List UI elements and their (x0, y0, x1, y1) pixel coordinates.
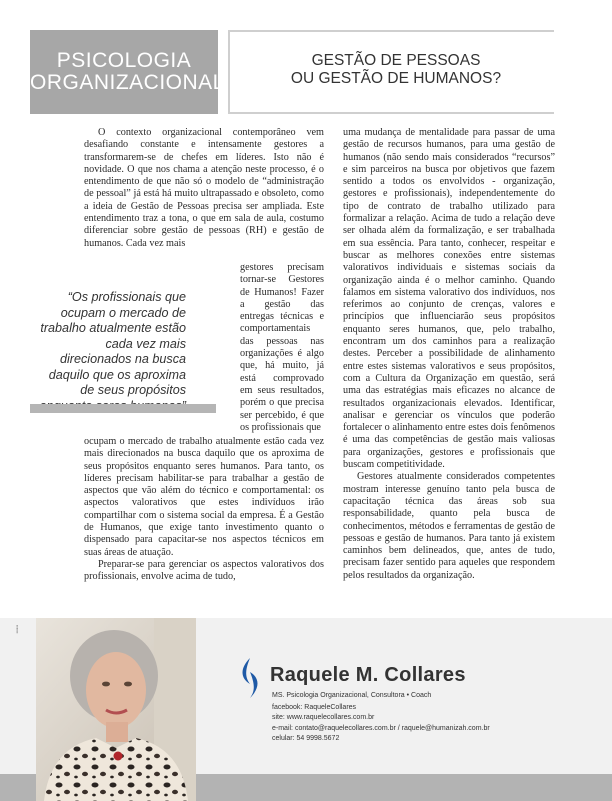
headline-line1: GESTÃO DE PESSOAS (311, 52, 481, 69)
author-logo-icon (236, 656, 264, 700)
article-headline (240, 52, 552, 88)
headline-line2: OU GESTÃO DE HUMANOS? (290, 70, 502, 87)
pull-quote: “Os profissionais que ocupam o mercado de trabalho atualmente estão cada vez mais direcionados na busca daquilo que os aproxima de seus propósitos (40, 290, 186, 397)
article-paragraph: uma mudança de mentalidade para passar de uma gestão de recursos humanos, para uma gestão de humanos (não sendo mais considerados “recursos” e sim parceiros na busca por objetivos que fazem sentido a todos os envolvidos - organização, gestores e profissionais), independentemente do tipo de contrato de trabalho utilizado para formalizar a relação. Acima de tudo a relação deve ser olhada além da formalização, e ser trabalhada em sua essência. Para tanto, conhecer, respeitar e buscar as melhores conexões entre sistemas valorativos individuais e sistemas sociais da organização ainda é o melhor caminho. Quando falamos em sistema valorativo dos indivíduos, nos referimos ao conjunto de crenças, valores e princípios que influenciarão seus propósitos enquanto seres humanos, que, pelo trabalho, encontram um dos caminhos para a realização destes. Perceber a possibilidade de alinhamento entre estes sistemas valorativos e seus propósitos, com a Cultura da Organização em questão, será uma das estratégias mais eficazes no alcance de resultados organizacionais elevados. Identificar, analisar e gerenciar os vínculos que poderão fortalecer o alinhamento entre estes dois fenômenos é uma das competências de gestão mais valiosas para organizações, gestores e profissionais que buscam competitividade. (343, 127, 555, 471)
author-site: site: www.raquelecollares.com.br (272, 714, 375, 722)
author-email: e-mail: contato@raquelecollares.com.br / raquele@humanizah.com.br (272, 724, 490, 732)
headline-side-rule (228, 30, 230, 114)
article-paragraph: ocupam o mercado de trabalho atualmente estão cada vez mais direcionados na busca daquilo que os aproxima de seus propósitos enquanto seres humanos. Para tanto, os líderes precisam habilitar-se para trabalhar a gestão de aspectos que vão além do técnico e comportamental: os aspectos valorativos que estes indivíduos irão compartilhar com o sistema social da empresa. É a Gestão de Humanos, que exige tanto investimento quanto o dispensado para capacitar-se nos aspectos técnicos em suas áreas de atuação. (84, 436, 324, 558)
article-col1-bottom (84, 436, 324, 584)
author-phone: celular: 54 9998.5672 (272, 735, 340, 743)
article-col1-top (84, 127, 324, 250)
headline-bottom-rule (228, 112, 554, 114)
author-details (272, 691, 490, 745)
author-name: Raquele M. Collares (270, 664, 466, 686)
article-paragraph: O contexto organizacional contemporâneo vem desafiando constante e intensamente gestores a transformarem-se de chefes em líderes. Isto não é novidade. O que nos chama a atenção neste processo, é o entendimento de que não só o modelo de “administração de pessoal” já está há muito ultrapassado e obsoleto, como a ideia de Gestão de Pessoas precisa ser ampliada. Este entendimento traz a tona, o que em sala de aula, costumo diferenciar sobre gestão de pessoas (RH) e gestão de humanos. Cada vez mais (84, 127, 324, 249)
author-photo (36, 618, 196, 801)
author-role: MS. Psicologia Organizacional, Consultora • Coach (272, 692, 432, 699)
section-title-line1: PSICOLOGIA (56, 49, 192, 72)
article-paragraph: Gestores atualmente considerados competentes mostram interesse genuíno tanto pela busca de capacitação técnica das áreas sob sua responsabilidade, quanto pela busca de conhecimentos, métodos e ferramentas de gestão de pessoas e gestão de humanos. Para tanto já existem caminhos bem delineados, que, antes de tudo, precisam fazer sentido para aqueles que respondem pelos resultados da organização. (343, 471, 555, 581)
article-paragraph: Preparar-se para gerenciar os aspectos valorativos dos profissionais, envolve acima de tudo, (84, 558, 324, 583)
article-col2 (343, 127, 555, 582)
article-col1-narrow (240, 262, 324, 434)
section-title-line2: ORGANIZACIONAL (30, 71, 225, 94)
section-title (30, 49, 225, 94)
author-portrait-image (36, 618, 196, 801)
article-paragraph: gestores precisam tornar-se Gestores de Humanos! Fazer a gestão das entregas técnicas e comportamentais das pessoas nas organizações é algo que, há muito, já está comprovado em seus resultados, porém o que precisa ser percebido, é que os profissionais que (240, 262, 324, 433)
pull-quote-bar (30, 404, 216, 413)
headline-top-rule (228, 30, 554, 32)
photo-credit-mark: ▪▪▪▪▪▪ (15, 625, 20, 634)
author-facebook: facebook: RaqueleCollares (272, 703, 357, 711)
